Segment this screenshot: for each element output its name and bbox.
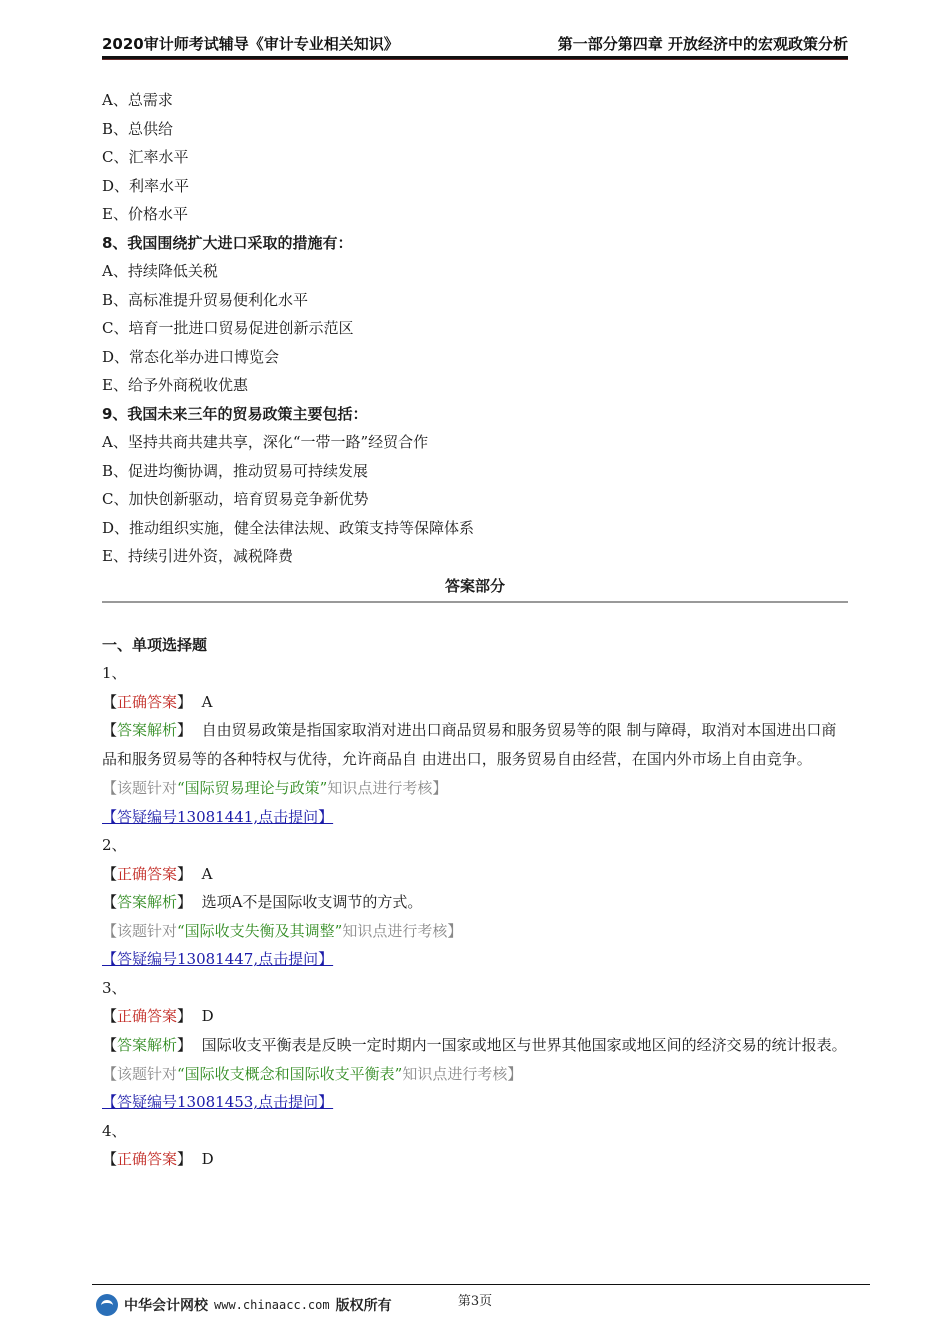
q7-option-e: E、价格水平 bbox=[102, 205, 188, 223]
chinaacc-logo-icon bbox=[96, 1294, 118, 1316]
q9-option-c: C、加快创新驱动，培育贸易竞争新优势 bbox=[102, 490, 369, 508]
brand-url[interactable]: www.chinaacc.com bbox=[214, 1298, 330, 1312]
answers-divider bbox=[102, 601, 848, 603]
answer-3-value: D bbox=[201, 1007, 214, 1025]
page-header bbox=[102, 30, 848, 54]
footer-brand bbox=[96, 1294, 392, 1316]
header-doc-title: 2020审计师考试辅导《审计专业相关知识》 bbox=[102, 35, 399, 53]
answer-2-number: 2、 bbox=[102, 836, 127, 854]
answer-3-correct: 【正确答案】 D bbox=[102, 1007, 214, 1025]
answer-1-analysis: 【答案解析】 自由贸易政策是指国家取消对进出口商品贸易和服务贸易等的限 制与障碍，取消对本国进出口商品和服务贸易等的各种特权与优待，允许商品自 由进出口，服务贸易自由经营，在国内外市场上自由竞争。 bbox=[102, 721, 837, 768]
answer-1-topic-name: “国际贸易理论与政策” bbox=[177, 779, 328, 797]
answer-2-correct: 【正确答案】 A bbox=[102, 864, 213, 883]
header-rule bbox=[102, 56, 848, 60]
q8-option-d: D、常态化举办进口博览会 bbox=[102, 347, 280, 366]
answer-3-analysis-text: 国际收支平衡表是反映一定时期内一国家或地区与世界其他国家或地区间的经济交易的统计报表。 bbox=[201, 1035, 847, 1054]
q7-option-d: D、利率水平 bbox=[102, 176, 190, 195]
q7-option-b: B、总供给 bbox=[102, 119, 174, 138]
q9-option-b: B、促进均衡协调，推动贸易可持续发展 bbox=[102, 461, 369, 480]
analysis-label: 答案解析 bbox=[117, 893, 178, 911]
footer-rule bbox=[92, 1284, 870, 1285]
answer-2-analysis: 【答案解析】 选项A不是国际收支调节的方式。 bbox=[102, 893, 423, 911]
answer-1-correct: 【正确答案】 A bbox=[102, 692, 213, 711]
answer-3-analysis: 【答案解析】 国际收支平衡表是反映一定时期内一国家或地区与世界其他国家或地区间的经济交易的统计报表。 bbox=[102, 1035, 847, 1054]
q8-option-a: A、持续降低关税 bbox=[102, 262, 218, 280]
answer-2-ask-link[interactable]: 【答疑编号13081447,点击提问】 bbox=[102, 950, 334, 968]
header-chapter-title: 第一部分第四章 开放经济中的宏观政策分析 bbox=[557, 35, 848, 53]
answer-1-topic: 【该题针对“国际贸易理论与政策”知识点进行考核】 bbox=[102, 779, 448, 797]
q7-option-a: A、总需求 bbox=[102, 91, 173, 109]
answer-4-number: 4、 bbox=[102, 1121, 127, 1140]
q9-option-a: A、坚持共商共建共享，深化“一带一路”经贸合作 bbox=[102, 433, 429, 451]
answer-2-topic-name: “国际收支失衡及其调整” bbox=[177, 921, 343, 940]
answer-1-ask-link[interactable]: 【答疑编号13081441,点击提问】 bbox=[102, 807, 334, 826]
q9-title: 9、我国未来三年的贸易政策主要包括： bbox=[102, 404, 368, 423]
correct-answer-label: 正确答案 bbox=[117, 1150, 178, 1168]
analysis-label: 答案解析 bbox=[117, 1035, 178, 1054]
q7-option-c: C、汇率水平 bbox=[102, 148, 189, 166]
answer-1-number: 1、 bbox=[102, 664, 127, 682]
brand-rights: 版权所有 bbox=[335, 1298, 392, 1314]
brand-name: 中华会计网校 bbox=[124, 1298, 208, 1314]
q8-title: 8、我国围绕扩大进口采取的措施有： bbox=[102, 233, 353, 252]
answer-2-topic: 【该题针对“国际收支失衡及其调整”知识点进行考核】 bbox=[102, 921, 463, 940]
answer-4-value: D bbox=[201, 1150, 214, 1168]
q8-option-e: E、给予外商税收优惠 bbox=[102, 376, 248, 394]
answer-2-value: A bbox=[201, 864, 213, 883]
correct-answer-label: 正确答案 bbox=[117, 864, 178, 883]
q8-option-b: B、高标准提升贸易便利化水平 bbox=[102, 290, 309, 309]
page-number: 第3页 bbox=[457, 1294, 493, 1309]
q9-option-e: E、持续引进外资，减税降费 bbox=[102, 547, 293, 565]
answer-3-topic-name: “国际收支概念和国际收支平衡表” bbox=[177, 1064, 403, 1083]
section-single-choice-title: 一、单项选择题 bbox=[102, 635, 208, 654]
answer-1-analysis-text: 自由贸易政策是指国家取消对进出口商品贸易和服务贸易等的限 制与障碍，取消对本国进出口商品和服务贸易等的各种特权与优待，允许商品自 由进出口，服务贸易自由经营，在国内外市场上自由竞争。 bbox=[102, 721, 837, 768]
answer-4-correct: 【正确答案】 D bbox=[102, 1150, 214, 1168]
q8-option-c: C、培育一批进口贸易促进创新示范区 bbox=[102, 319, 354, 337]
answer-3-topic: 【该题针对“国际收支概念和国际收支平衡表”知识点进行考核】 bbox=[102, 1064, 523, 1083]
q9-option-d: D、推动组织实施，健全法律法规、政策支持等保障体系 bbox=[102, 518, 475, 537]
answer-3-number: 3、 bbox=[102, 978, 127, 997]
answer-1-value: A bbox=[201, 692, 213, 711]
analysis-label: 答案解析 bbox=[117, 721, 178, 739]
correct-answer-label: 正确答案 bbox=[117, 692, 178, 711]
page-content bbox=[102, 86, 848, 1174]
answer-3-ask-link[interactable]: 【答疑编号13081453,点击提问】 bbox=[102, 1093, 334, 1111]
answers-heading: 答案部分 bbox=[444, 576, 505, 595]
correct-answer-label: 正确答案 bbox=[117, 1007, 178, 1025]
answer-2-analysis-text: 选项A不是国际收支调节的方式。 bbox=[201, 893, 423, 911]
